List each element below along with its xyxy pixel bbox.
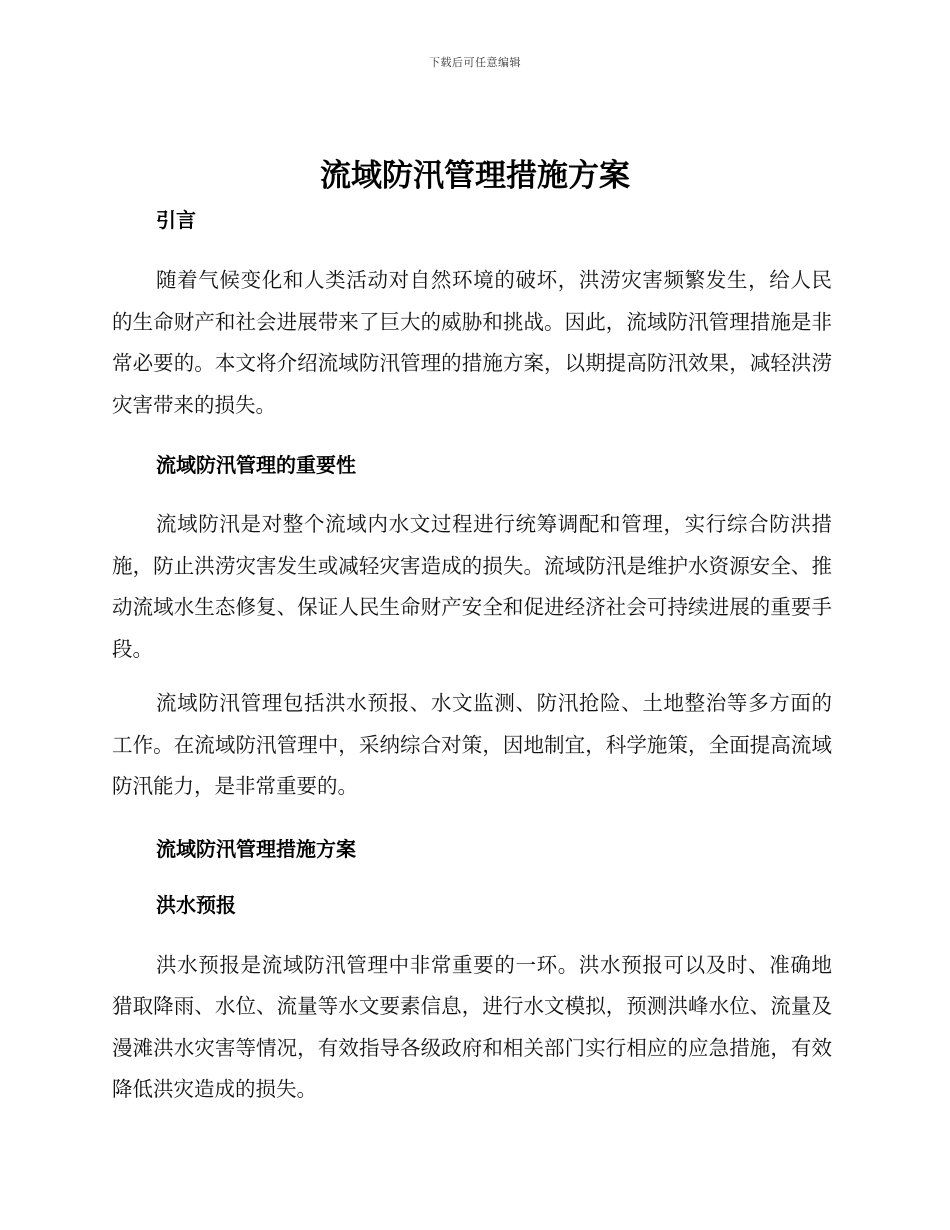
heading-measures: 流域防汛管理措施方案 <box>156 836 356 861</box>
document-title: 流域防汛管理措施方案 <box>320 158 630 194</box>
paragraph-flood-forecast: 洪水预报是流域防汛管理中非常重要的一环。洪水预报可以及时、准确地猎取降雨、水位、流量等水文要素信息，进行水文模拟，预测洪峰水位、流量及漫滩洪水灾害等情况，有效指导各级政府和相关部门实行相应的应急措施，有效降低洪灾造成的损失。 <box>112 952 832 1101</box>
paragraph-importance-1: 流域防汛是对整个流域内水文过程进行统筹调配和管理，实行综合防洪措施，防止洪涝灾害发生或减轻灾害造成的损失。流域防汛是维护水资源安全、推动流域水生态修复、保证人民生命财产安全和促进经济社会可持续进展的重要手段。 <box>112 512 832 661</box>
heading-importance: 流域防汛管理的重要性 <box>156 453 356 477</box>
heading-intro: 引言 <box>156 208 196 232</box>
paragraph-intro: 随着气候变化和人类活动对自然环境的破坏，洪涝灾害频繁发生，给人民的生命财产和社会进展带来了巨大的威胁和挑战。因此，流域防汛管理措施是非常必要的。本文将介绍流域防汛管理的措施方案，以期提高防汛效果，减轻洪涝灾害带来的损失。 <box>112 268 832 417</box>
document-body <box>112 206 832 1111</box>
heading-flood-forecast: 洪水预报 <box>156 892 236 917</box>
paragraph-importance-2: 流域防汛管理包括洪水预报、水文监测、防汛抢险、土地整治等多方面的工作。在流域防汛管理中，采纳综合对策，因地制宜，科学施策，全面提高流域防汛能力，是非常重要的。 <box>112 691 832 798</box>
header-note: 下载后可任意编辑 <box>429 56 521 69</box>
